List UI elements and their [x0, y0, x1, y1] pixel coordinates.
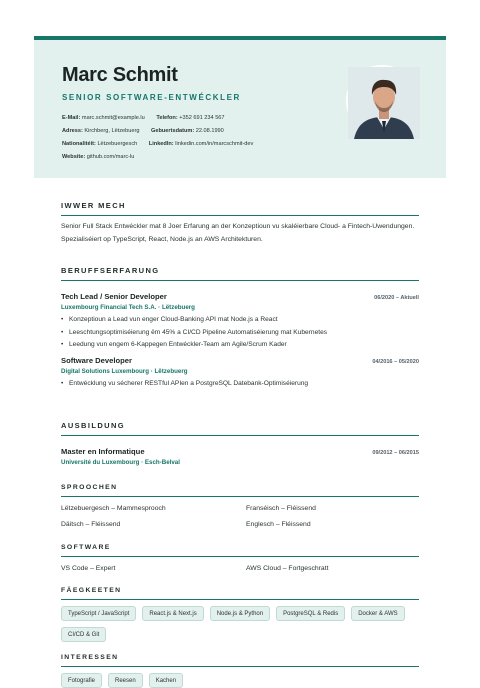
interest-chip: Fotografie — [61, 673, 102, 688]
birthdate-value: 22.08.1990 — [195, 128, 224, 134]
email-value: marc.schmit@example.lu — [81, 115, 145, 121]
list-item: • Leeschtungsoptimiséierung ëm 45% a CI/CD Pipeline Automatiséierung mat Kubernetes — [61, 327, 419, 340]
job-title: Software Developer — [61, 355, 132, 365]
job-company: Digital Solutions Luxembourg · Lëtzebuerg — [61, 367, 188, 375]
phone-label: Telefon: — [156, 115, 178, 121]
linkedin-label: LinkedIn: — [148, 141, 174, 147]
interest-chip: Reesen — [108, 673, 143, 688]
section-title: IWWER MECH — [61, 201, 419, 216]
skill-chip: CI/CD & Git — [61, 627, 106, 642]
section-title: AUSBILDUNG — [61, 421, 419, 436]
education-section — [61, 421, 419, 466]
list-item: • Konzeptioun a Lead vun enger Cloud-Banking API mat Node.js a React — [61, 314, 419, 327]
email-label: E-Mail: — [62, 115, 81, 121]
interest-chip: Kachen — [149, 673, 183, 688]
job-entry — [61, 356, 419, 391]
list-item: Däitsch – Fléissend — [61, 521, 121, 528]
software-list — [61, 561, 419, 577]
skill-chip: PostgreSQL & Redis — [276, 606, 345, 621]
interests-chips — [61, 673, 419, 688]
skill-chip: Node.js & Python — [210, 606, 270, 621]
skills-chips — [61, 606, 419, 642]
section-title: INTERESSEN — [61, 654, 419, 667]
section-title: SPROOCHEN — [61, 484, 419, 497]
list-item: • Entwécklung vu sécherer RESTful APIen a PostgreSQL Datebank-Optimiséierung — [61, 378, 419, 391]
degree-title: Master en Informatique — [61, 447, 145, 456]
profile-photo — [346, 65, 418, 137]
education-date: 09/2012 – 06/2015 — [372, 450, 419, 456]
interests-section — [61, 654, 419, 688]
software-section — [61, 544, 419, 577]
skill-chip: React.js & Next.js — [142, 606, 203, 621]
address-label: Adress: — [62, 128, 83, 134]
phone-value: +352 691 234 567 — [179, 115, 225, 121]
section-title: FÄEGKEETEN — [61, 587, 419, 600]
contact-row — [62, 138, 253, 151]
section-title: SOFTWARE — [61, 544, 419, 557]
nationality-label: Nationalitéit: — [62, 141, 96, 147]
skills-section — [61, 587, 419, 642]
skill-chip: TypeScript / JavaScript — [61, 606, 136, 621]
languages-list — [61, 501, 419, 533]
contact-row — [62, 151, 253, 164]
address-value: Kirchberg, Lëtzebuerg — [84, 128, 140, 134]
job-entry — [61, 292, 419, 352]
list-item: Lëtzebuergesch – Mammesprooch — [61, 505, 166, 512]
education-entry — [61, 447, 419, 466]
section-title: BERUFFSERFARUNG — [61, 266, 419, 281]
linkedin-value: linkedin.com/in/marcschmit-dev — [175, 141, 254, 147]
list-item: AWS Cloud – Fortgeschratt — [246, 565, 329, 572]
nationality-value: Lëtzebuergesch — [97, 141, 138, 147]
list-item: Franséisch – Fléissend — [246, 505, 316, 512]
candidate-name: Marc Schmit — [62, 64, 178, 86]
about-text: Senior Full Stack Entwéckler mat 8 Joer Erfarung an der Konzeptioun vu skaléierbare Cloud- a Fintech-Uwendungen. Spezialiséiert op TypeScript, React, Node.js an AWS Architekturen. — [61, 223, 415, 243]
list-item: • Leedung vun engem 6-Kappegen Entwéckler-Team am Agile/Scrum Kader — [61, 339, 419, 352]
candidate-role: SENIOR SOFTWARE-ENTWÉCKLER — [62, 93, 241, 102]
about-section — [61, 201, 419, 246]
contact-row — [62, 112, 253, 125]
contact-details — [62, 112, 253, 164]
job-title: Tech Lead / Senior Developer — [61, 292, 167, 301]
profile-photo-illustration — [348, 67, 420, 139]
website-label: Website: — [62, 154, 86, 160]
languages-section — [61, 484, 419, 533]
job-date: 06/2020 – Aktuell — [374, 295, 419, 301]
contact-row — [62, 125, 253, 138]
school-name: Université du Luxembourg · Esch-Belval — [61, 459, 180, 466]
job-bullets — [61, 378, 419, 391]
job-date: 04/2016 – 05/2020 — [372, 358, 419, 365]
job-bullets — [61, 314, 419, 352]
list-item: Englesch – Fléissend — [246, 521, 311, 528]
skill-chip: Docker & AWS — [351, 606, 404, 621]
website-value: github.com/marc-lu — [86, 154, 135, 160]
list-item: VS Code – Expert — [61, 565, 116, 572]
cv-header — [34, 40, 446, 178]
experience-section — [61, 266, 419, 390]
job-company: Luxembourg Financial Tech S.A. · Lëtzebuerg — [61, 304, 195, 311]
birthdate-label: Gebuertsdatum: — [151, 128, 195, 134]
